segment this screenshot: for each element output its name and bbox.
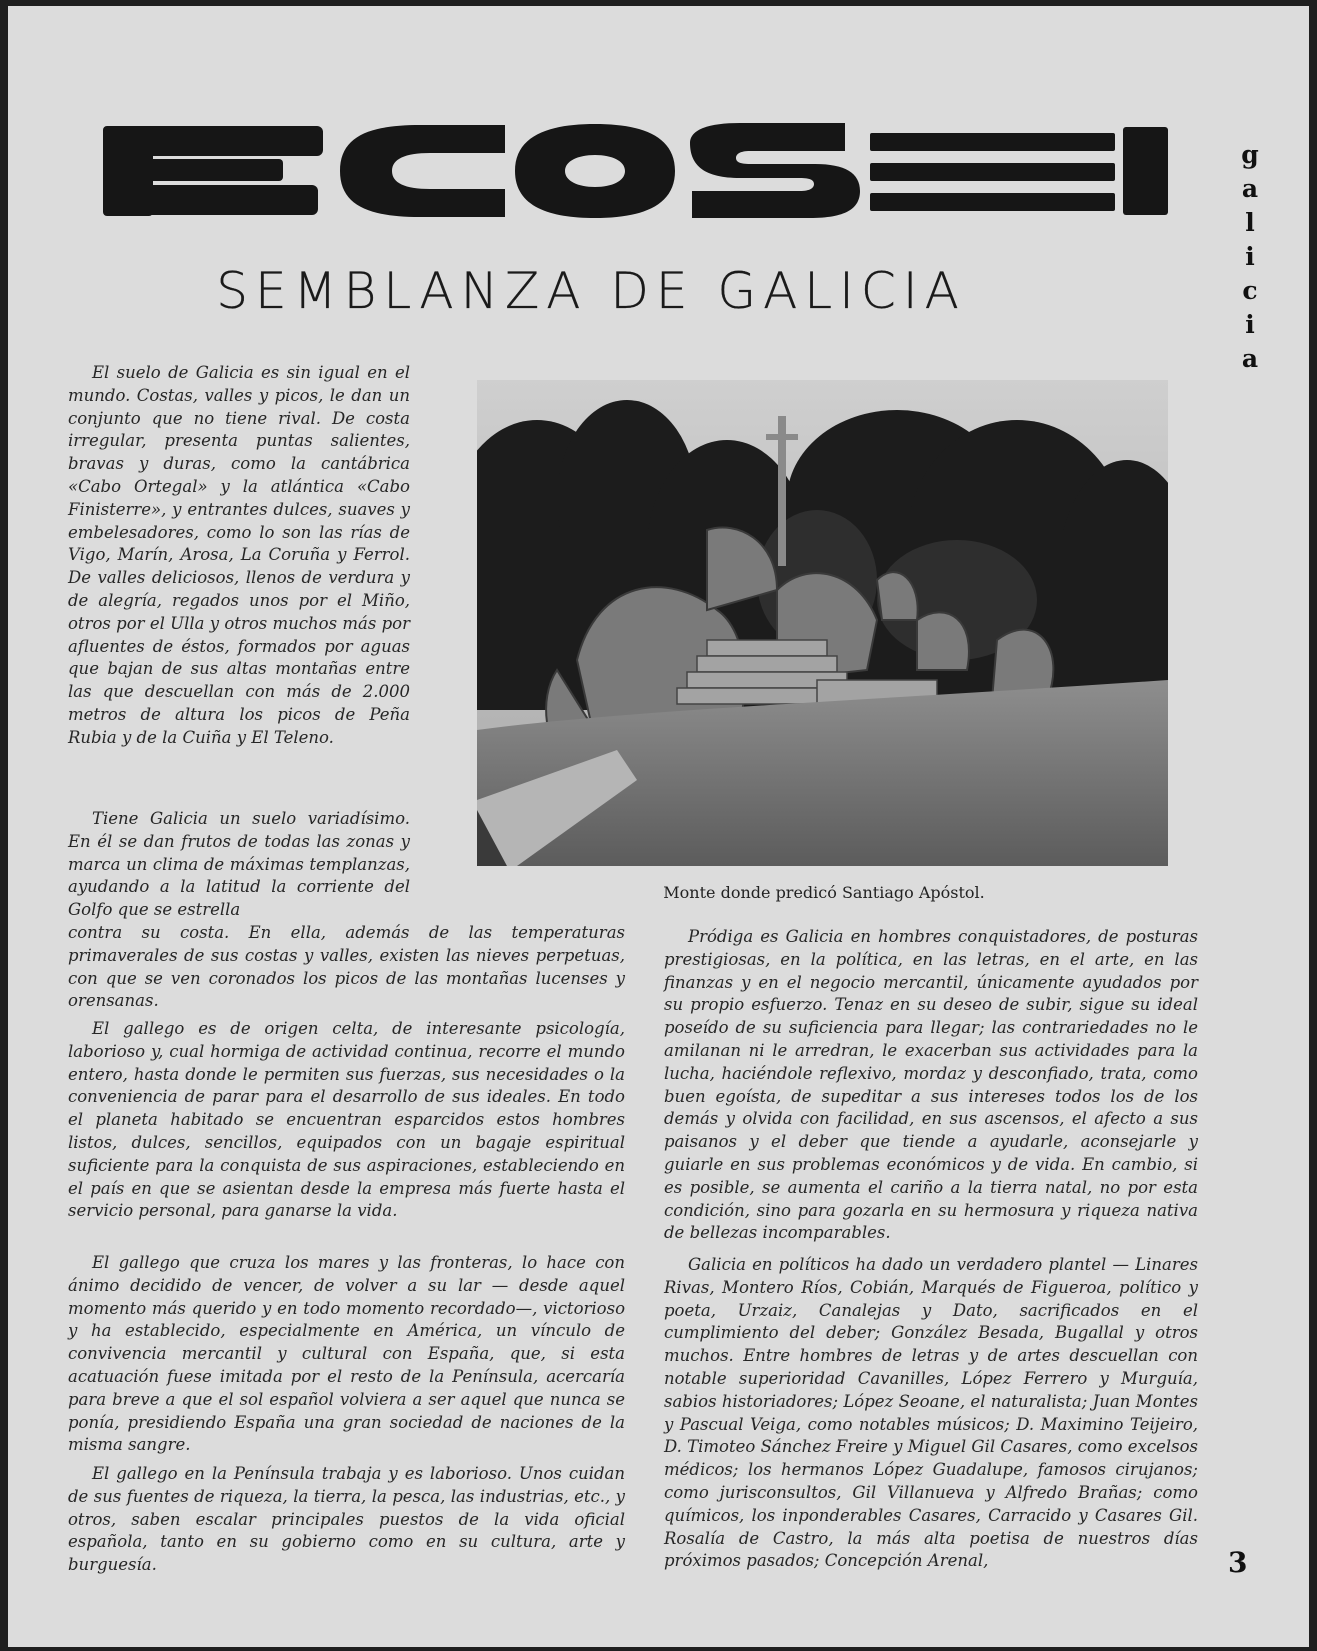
masthead-logo (100, 121, 1170, 221)
monument-photo (477, 380, 1168, 866)
side-letter: g (1241, 140, 1259, 169)
article-paragraph: El gallego en la Península trabaja y es laborioso. Unos cuidan de sus fuentes de riqueza, la tierra, la pesca, las industrias, etc., y otros, saben escalar principales puestos de la vida oficial española, tanto en su gobierno como en su cultura, arte y burguesía. (68, 1464, 625, 1575)
side-letter: a (1241, 174, 1259, 203)
side-letter: l (1245, 208, 1255, 237)
article-paragraph: El gallego es de origen celta, de interesante psicología, laborioso y, cual hormiga de actividad continua, recorre el mundo entero, hasta donde le permiten sus fuerzas, sus necesidades o la conveniencia de parar para el desarrollo de sus ideales. En todo el planeta habitado se encuentran esparcidos estos hombres listos, dulces, sencillos, equipados con un bagaje espiritual suficiente para la conquista de sus aspiraciones, estableciendo en el país en que se asientan desde la empresa más fuerte hasta el servicio personal, para ganarse la vida. (68, 1019, 625, 1221)
article-paragraph: Pródiga es Galicia en hombres conquistadores, de posturas prestigiosas, en la política, en las letras, en el arte, en las finanzas y en el negocio mercantil, únicamente ayudados por su propio esfuerzo. Tenaz en su deseo de subir, sigue su ideal poseído de su suficiencia para llegar; las contrariedades no le amilanan ni le arredran, le exacerban sus actividades para la lucha, haciéndole reflexivo, mordaz y desconfiado, trata, como buen egoísta, de supeditar a sus intereses todos los de los demás y olvida con facilidad, en sus ascensos, el afecto a sus paisanos y el deber que tiende a ayudarle, aconsejarle y guiarle en sus problemas económicos y de vida. En cambio, si es posible, se aumenta el cariño a la tierra natal, no por esta condición, sino para gozarla en su hermosura y riqueza nativa de bellezas incomparables. (664, 927, 1198, 1243)
article-paragraph: El suelo de Galicia es sin igual en el mundo. Costas, valles y picos, le dan un conjunto que no tiene rival. De costa irregular, presenta puntas salientes, bravas y duras, como la cantábrica «Cabo Ortegal» y la atlántica «Cabo Finisterre», y entrantes dulces, suaves y embelesadores, como lo son las rías de Vigo, Marín, Arosa, La Coruña y Ferrol. De valles deliciosos, llenos de verdura y de alegría, regados unos por el Miño, otros por el Ulla y otros muchos más por afluentes de éstos, formados por aguas que bajan de sus altas montañas entre las que descuellan con más de 2.000 metros de altura los picos de Peña Rubia y de la Cuiña y El Teleno. (68, 363, 410, 747)
article-paragraph: contra su costa. En ella, además de las temperaturas primaverales de sus costas y valles, existen las nieves perpetuas, con que se ven coronados los picos de las montañas lucenses y orensanas. (68, 923, 625, 1011)
article-paragraph: El gallego que cruza los mares y las fronteras, lo hace con ánimo decidido de vencer, de volver a su lar — desde aquel momento más querido y en todo momento recordado—, victorioso y ha establecido, especialmente en América, un vínculo de convivencia mercantil y cultural con España, que, si esta acatuación fuese imitada por el resto de la Península, acercaría para breve a que el sol español volviera a ser aquel que nunca se ponía, presidiendo España una gran sociedad de naciones de la misma sangre. (68, 1253, 625, 1455)
vertical-galicia-label (1230, 138, 1270, 376)
article-paragraph: Tiene Galicia un suelo variadísimo. En él se dan frutos de todas las zonas y marca un clima de máximas templanzas, ayudando a la latitud la corriente del Golfo que se estrella (68, 809, 410, 920)
article-paragraph: Galicia en políticos ha dado un verdadero plantel — Linares Rivas, Montero Ríos, Cobián, Marqués de Figueroa, político y poeta, Urzaiz, Canalejas y Dato, sacrificados en el cumplimiento del deber; González Besada, Bugallal y otros muchos. Entre hombres de letras y de artes descuellan con notable superioridad Cavanilles, López Ferrero y Murguía, sabios historiadores; López Seoane, el naturalista; Juan Montes y Pascual Veiga, como notables músicos; D. Maximino Teijeiro, D. Timoteo Sánchez Freire y Miguel Gil Casares, como excelsos médicos; los hermanos López Guadalupe, famosos cirujanos; como jurisconsultos, Gil Villanueva y Alfredo Brañas; como químicos, los inponderables Casares, Carracido y Casares Gil. Rosalía de Castro, la más alta poetisa de nuestros días próximos pasados; Concepción Arenal, (664, 1255, 1198, 1571)
section-title: SEMBLANZA DE GALICIA (216, 262, 966, 320)
side-letter: c (1242, 276, 1258, 305)
magazine-page (8, 6, 1309, 1647)
side-letter: i (1245, 310, 1255, 339)
monument-photo-graphic (477, 380, 1168, 866)
side-letter: a (1241, 344, 1259, 373)
side-letter: i (1245, 242, 1255, 271)
photo-caption: Monte donde predicó Santiago Apóstol. (663, 883, 985, 902)
ecos-logo-graphic (100, 121, 1170, 221)
page-number: 3 (1228, 1546, 1248, 1579)
